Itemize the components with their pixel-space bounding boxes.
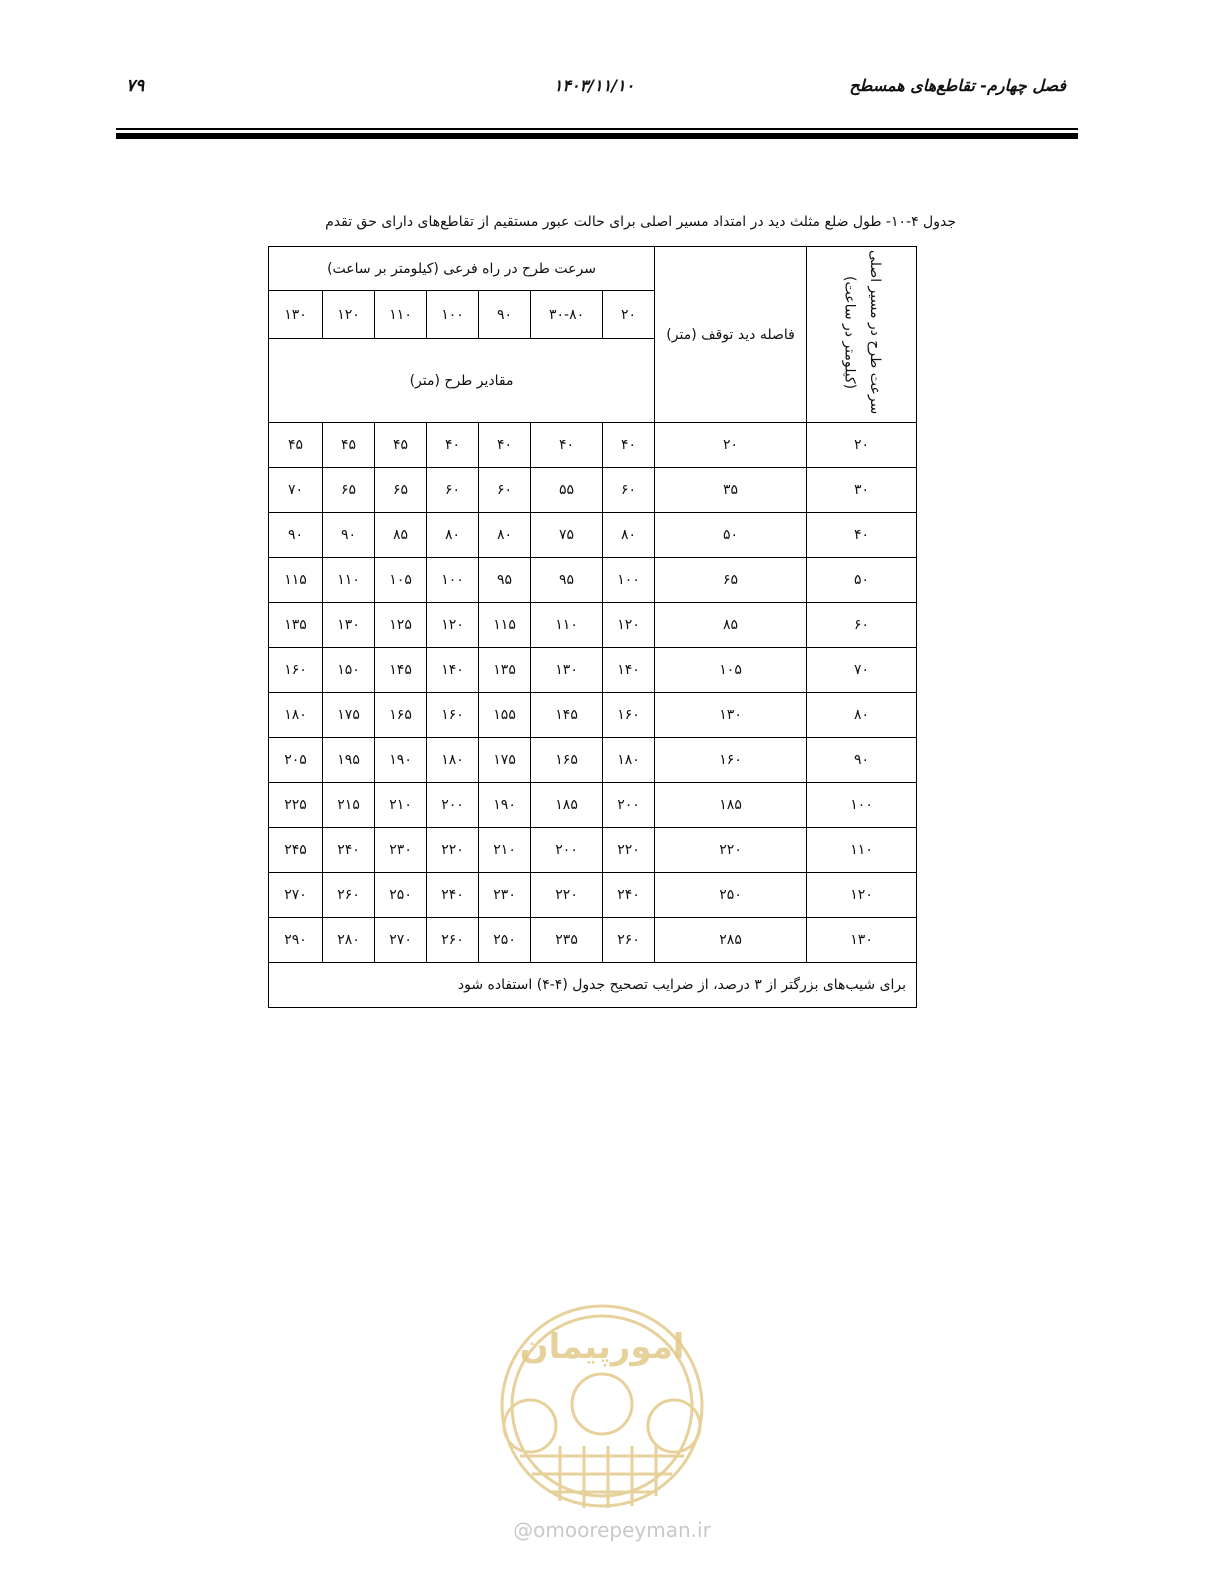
design-value-cell: ۱۴۵ [375,648,427,693]
minor-speed-cell: ۳۰-۸۰ [531,291,603,339]
design-value-cell: ۲۶۰ [603,918,655,963]
table-row [269,783,917,828]
chapter-title: فصل چهارم- تقاطع‌های همسطح [849,76,1066,95]
table-row [269,603,917,648]
sight-triangle-table [268,246,917,1008]
main-speed-header-line2: (کیلومتر در ساعت) [841,275,858,390]
main-speed-header-line1: سرعت طرح در مسیر اصلی [866,250,883,415]
design-value-cell: ۱۴۵ [531,693,603,738]
design-value-cell: ۲۳۰ [375,828,427,873]
minor-speed-cell: ۱۳۰ [269,291,323,339]
design-value-cell: ۲۳۰ [479,873,531,918]
minor-speed-cell: ۱۱۰ [375,291,427,339]
main-speed-cell: ۱۳۰ [807,918,917,963]
design-value-cell: ۲۲۰ [603,828,655,873]
stopping-distance-cell: ۵۰ [655,513,807,558]
stopping-distance-cell: ۱۳۰ [655,693,807,738]
header-date: ۱۴۰۳/۱۱/۱۰ [553,76,635,95]
design-value-cell: ۲۱۰ [479,828,531,873]
design-value-cell: ۱۶۵ [531,738,603,783]
design-value-cell: ۱۹۵ [323,738,375,783]
design-value-cell: ۶۰ [603,468,655,513]
design-value-cell: ۲۴۰ [603,873,655,918]
design-value-cell: ۲۶۰ [323,873,375,918]
design-value-cell: ۱۳۰ [531,648,603,693]
design-value-cell: ۸۰ [603,513,655,558]
main-speed-header [807,247,917,423]
design-value-cell: ۲۴۵ [269,828,323,873]
table-note: برای شیب‌های بزرگتر از ۳ درصد، از ضرایب تصحیح جدول (۴-۴) استفاده شود [269,963,917,1008]
main-speed-cell: ۶۰ [807,603,917,648]
design-value-cell: ۱۹۰ [375,738,427,783]
design-value-cell: ۶۰ [427,468,479,513]
table-row [269,918,917,963]
stopping-distance-cell: ۱۰۵ [655,648,807,693]
design-value-cell: ۱۱۵ [269,558,323,603]
design-value-cell: ۱۲۰ [603,603,655,648]
stopping-distance-cell: ۱۶۰ [655,738,807,783]
main-speed-cell: ۹۰ [807,738,917,783]
minor-speed-cell: ۲۰ [603,291,655,339]
main-speed-cell: ۷۰ [807,648,917,693]
main-speed-cell: ۱۰۰ [807,783,917,828]
design-value-cell: ۲۵۰ [479,918,531,963]
design-value-cell: ۱۳۵ [269,603,323,648]
page-number: ۷۹ [126,76,145,96]
table-note-row [269,963,917,1008]
design-value-cell: ۴۵ [375,423,427,468]
design-value-cell: ۴۰ [427,423,479,468]
design-value-cell: ۲۴۰ [427,873,479,918]
design-value-cell: ۶۵ [323,468,375,513]
design-value-cell: ۱۸۰ [603,738,655,783]
design-value-cell: ۱۶۵ [375,693,427,738]
design-value-cell: ۶۰ [479,468,531,513]
stopping-distance-cell: ۲۲۰ [655,828,807,873]
design-value-cell: ۲۱۵ [323,783,375,828]
minor-speed-cell: ۹۰ [479,291,531,339]
design-value-cell: ۱۸۵ [531,783,603,828]
design-value-cell: ۱۳۵ [479,648,531,693]
header-rule-thick [116,133,1078,139]
design-value-cell: ۱۵۰ [323,648,375,693]
design-value-cell: ۱۸۰ [427,738,479,783]
design-value-cell: ۴۵ [323,423,375,468]
design-value-cell: ۱۶۰ [603,693,655,738]
stopping-distance-cell: ۲۵۰ [655,873,807,918]
design-value-cell: ۸۰ [427,513,479,558]
main-speed-cell: ۱۱۰ [807,828,917,873]
design-value-cell: ۹۵ [479,558,531,603]
stopping-distance-cell: ۲۰ [655,423,807,468]
design-value-cell: ۲۲۰ [427,828,479,873]
design-value-cell: ۱۲۰ [427,603,479,648]
design-value-cell: ۸۵ [375,513,427,558]
design-value-cell: ۲۷۰ [269,873,323,918]
design-value-cell: ۲۰۰ [531,828,603,873]
design-value-cell: ۱۸۰ [269,693,323,738]
design-value-cell: ۲۰۰ [427,783,479,828]
main-speed-cell: ۱۲۰ [807,873,917,918]
table-row [269,693,917,738]
design-value-cell: ۲۴۰ [323,828,375,873]
main-speed-cell: ۲۰ [807,423,917,468]
minor-speed-cell: ۱۰۰ [427,291,479,339]
design-value-cell: ۱۹۰ [479,783,531,828]
watermark-logo-text: امورپیمان [519,1327,685,1367]
design-value-cell: ۶۵ [375,468,427,513]
main-speed-cell: ۵۰ [807,558,917,603]
design-value-cell: ۹۰ [323,513,375,558]
design-value-cell: ۱۳۰ [323,603,375,648]
design-values-label: مقادیر طرح (متر) [269,339,655,423]
table-row [269,648,917,693]
stopping-distance-cell: ۸۵ [655,603,807,648]
design-value-cell: ۱۴۰ [603,648,655,693]
design-value-cell: ۱۶۰ [269,648,323,693]
design-value-cell: ۲۸۰ [323,918,375,963]
header-rule-thin [116,128,1078,130]
table-caption: جدول ۴-۱۰- طول ضلع مثلث دید در امتداد مسیر اصلی برای حالت عبور مستقیم از تقاطع‌های دارای حق تقدم [325,214,956,230]
table-row [269,423,917,468]
design-value-cell: ۱۷۵ [479,738,531,783]
main-speed-cell: ۴۰ [807,513,917,558]
design-value-cell: ۹۵ [531,558,603,603]
design-value-cell: ۲۲۵ [269,783,323,828]
design-value-cell: ۱۱۰ [531,603,603,648]
design-value-cell: ۷۰ [269,468,323,513]
design-value-cell: ۴۰ [603,423,655,468]
design-value-cell: ۱۰۰ [427,558,479,603]
stopping-distance-cell: ۳۵ [655,468,807,513]
table-row [269,873,917,918]
design-value-cell: ۴۵ [269,423,323,468]
design-value-cell: ۲۹۰ [269,918,323,963]
main-speed-cell: ۸۰ [807,693,917,738]
design-value-cell: ۲۳۵ [531,918,603,963]
design-value-cell: ۱۲۵ [375,603,427,648]
minor-speed-cell: ۱۲۰ [323,291,375,339]
main-speed-cell: ۳۰ [807,468,917,513]
design-value-cell: ۱۵۵ [479,693,531,738]
design-value-cell: ۹۰ [269,513,323,558]
stopping-distance-cell: ۶۵ [655,558,807,603]
design-value-cell: ۱۰۵ [375,558,427,603]
design-value-cell: ۴۰ [479,423,531,468]
table-row [269,828,917,873]
design-value-cell: ۵۵ [531,468,603,513]
design-value-cell: ۱۴۰ [427,648,479,693]
design-value-cell: ۱۰۰ [603,558,655,603]
design-value-cell: ۲۵۰ [375,873,427,918]
page-header [116,72,1072,104]
design-value-cell: ۲۱۰ [375,783,427,828]
design-value-cell: ۱۱۵ [479,603,531,648]
design-value-cell: ۲۷۰ [375,918,427,963]
watermark-url: @omoorepeyman.ir [513,1518,711,1542]
stopping-distance-header: فاصله دید توقف (متر) [655,247,807,423]
design-value-cell: ۱۷۵ [323,693,375,738]
watermark-logo [480,1296,724,1516]
table-row [269,513,917,558]
design-value-cell: ۲۰۵ [269,738,323,783]
design-value-cell: ۲۶۰ [427,918,479,963]
design-value-cell: ۲۲۰ [531,873,603,918]
design-value-cell: ۱۱۰ [323,558,375,603]
minor-speed-header: سرعت طرح در راه فرعی (کیلومتر بر ساعت) [269,247,655,291]
table-row [269,558,917,603]
design-value-cell: ۴۰ [531,423,603,468]
table-row [269,738,917,783]
stopping-distance-cell: ۱۸۵ [655,783,807,828]
table-row [269,468,917,513]
design-value-cell: ۲۰۰ [603,783,655,828]
design-value-cell: ۸۰ [479,513,531,558]
stopping-distance-cell: ۲۸۵ [655,918,807,963]
design-value-cell: ۷۵ [531,513,603,558]
design-value-cell: ۱۶۰ [427,693,479,738]
